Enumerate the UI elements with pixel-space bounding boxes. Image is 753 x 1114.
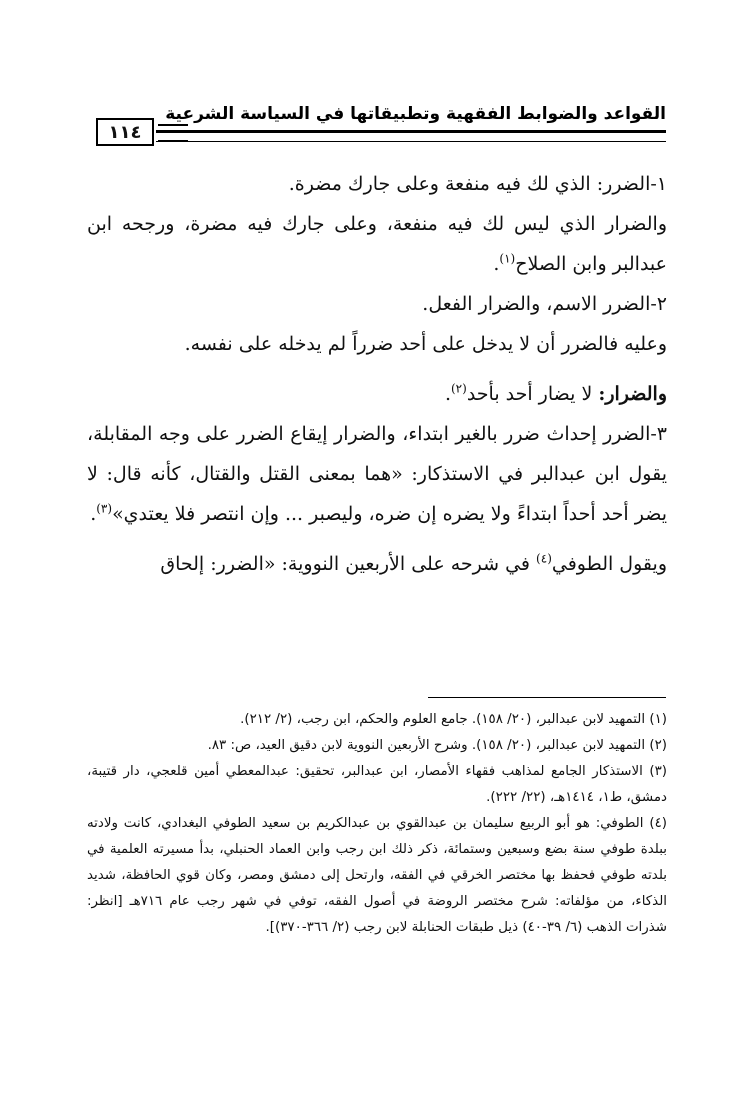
page-number: ١١٤ — [96, 118, 154, 146]
paragraph-2 — [87, 204, 667, 284]
page-header — [96, 100, 666, 150]
paragraph-2-text: والضرار الذي ليس لك فيه منفعة، وعلى جارك فيه مضرة، ورجحه ابن عبدالبر وابن الصلاح — [87, 213, 667, 275]
footnote-ref-4[interactable]: (٤) — [536, 551, 552, 566]
main-text — [87, 164, 667, 584]
footnote-3: (٣) الاستذكار الجامع لمذاهب فقهاء الأمصار، ابن عبدالبر، تحقيق: عبدالمعطي أمين قلعجي، دار قتيبة، دمشق، ط١، ١٤١٤هـ، (٢٢/ ٢٢٢). — [87, 764, 667, 805]
paragraph-5-text: لا يضار أحد بأحد — [466, 383, 599, 405]
footnote-2: (٢) التمهيد لابن عبدالبر، (٢٠/ ١٥٨). وشرح الأربعين النووية لابن دقيق العيد، ص: ٨٣. — [207, 738, 667, 753]
header-ornament — [158, 124, 188, 142]
footnote-1: (١) التمهيد لابن عبدالبر، (٢٠/ ١٥٨). جامع العلوم والحكم، ابن رجب، (٢/ ٢١٢). — [240, 712, 667, 727]
paragraph-6-text: ٣-الضرر إحداث ضرر بالغير ابتداء، والضرار إيقاع الضرر على وجه المقابلة، يقول ابن عبدالبر في الاستذكار: «هما بمعنى القتل والقتال، كأنه قال: لا يضر أحد أحداً ابتداءً ولا يضره إن ضره، وليصبر ... وإن انتصر فلا يعتدي» — [87, 423, 667, 525]
paragraph-5 — [87, 374, 667, 414]
paragraph-7 — [87, 544, 667, 584]
paragraph-6-end: . — [90, 503, 97, 525]
footnote-ref-3[interactable]: (٣) — [96, 501, 113, 516]
footnote-ref-1[interactable]: (١) — [499, 251, 516, 266]
paragraph-3: ٢-الضرر الاسم، والضرار الفعل. — [422, 293, 667, 315]
paragraph-4: وعليه فالضرر أن لا يدخل على أحد ضرراً لم يدخله على نفسه. — [184, 333, 667, 355]
footnote-4: (٤) الطوفي: هو أبو الربيع سليمان بن عبدالقوي بن عبدالكريم بن سعيد الطوفي البغدادي، كانت ولادته ببلدة طوفي سنة بضع وسبعين وستمائة، ذكر ذلك ابن رجب وابن العماد الحنبلي، بدأ مسيرته العلمية في بلدته طوفي فحفظ بها مختصر الخرقي في الفقه، وارتحل إلى دمشق ومصر، وكان قوي الحافظة، شديد الذكاء، من مؤلفاته: شرح مختصر الروضة في أصول الفقه، توفي في شهر رجب عام ٧١٦هـ [انظر: شذرات الذهب (٦/ ٣٩-٤٠) ذيل طبقات الحنابلة لابن رجب (٢/ ٣٦٦-٣٧٠)]. — [87, 816, 667, 935]
term-dirar: والضرار: — [598, 383, 667, 405]
paragraph-7-text: ويقول الطوفي — [551, 553, 667, 575]
paragraph-5-end: . — [444, 383, 451, 405]
footnote-ref-2[interactable]: (٢) — [450, 381, 467, 396]
footnotes — [87, 707, 667, 941]
paragraph-6 — [87, 414, 667, 534]
paragraph-7-rest: في شرحه على الأربعين النووية: «الضرر: إلحاق — [160, 553, 537, 575]
footnote-separator — [428, 697, 666, 698]
paragraph-2-end: . — [493, 253, 500, 275]
paragraph-1: ١-الضرر: الذي لك فيه منفعة وعلى جارك مضرة. — [288, 173, 667, 195]
running-title: القواعد والضوابط الفقهية وتطبيقاتها في السياسة الشرعية — [165, 104, 666, 124]
header-rule — [156, 130, 666, 142]
